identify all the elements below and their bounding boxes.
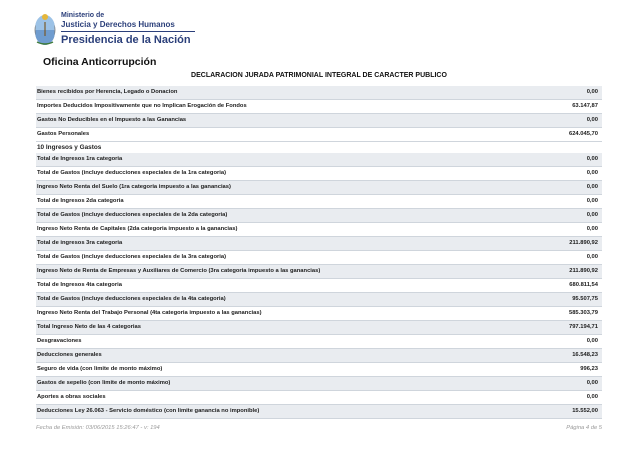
- table-row: [36, 128, 602, 142]
- table-row: [36, 363, 602, 377]
- table-row: [36, 321, 602, 335]
- table-row: [36, 251, 602, 265]
- row-label: Deducciones generales: [37, 352, 102, 358]
- row-label: Ingreso Neto Renta de Capitales (2da categoria impuesto a la ganancias): [37, 226, 238, 232]
- table-row: [36, 335, 602, 349]
- table-row: [36, 167, 602, 181]
- table-row: [36, 153, 602, 167]
- row-label: Aportes a obras sociales: [37, 394, 106, 400]
- row-label: Importes Deducidos Impositivamente que no Implican Erogación de Fondos: [37, 103, 247, 109]
- row-value: 0,00: [586, 380, 598, 386]
- table-row: [36, 265, 602, 279]
- table-row: [36, 391, 602, 405]
- row-value: 211.890,92: [569, 240, 598, 246]
- table-row: [36, 237, 602, 251]
- table-row: [36, 100, 602, 114]
- row-value: 16.548,23: [572, 352, 598, 358]
- ministry-line-1: Ministerio de: [61, 12, 105, 19]
- row-value: 0,00: [586, 184, 598, 190]
- table-row: [36, 377, 602, 391]
- argentina-coat-of-arms-icon: [33, 12, 57, 46]
- row-label: Total Ingreso Neto de las 4 categorias: [37, 324, 141, 330]
- office-name: Oficina Anticorrupción: [43, 56, 157, 68]
- table-row: [36, 223, 602, 237]
- row-label: Total de Gastos (incluye deducciones especiales de la 2da categoria): [37, 212, 228, 218]
- row-value: 0,00: [586, 170, 598, 176]
- row-value: 996,23: [580, 366, 598, 372]
- row-value: 211.890,92: [569, 268, 598, 274]
- row-value: 0,00: [586, 198, 598, 204]
- row-value: 0,00: [586, 117, 598, 123]
- row-value: 0,00: [586, 226, 598, 232]
- row-label: Total de Ingresos 1ra categoria: [37, 156, 123, 162]
- row-value: 797.194,71: [568, 324, 598, 330]
- row-value: 680.811,54: [569, 282, 598, 288]
- table-row: [36, 349, 602, 363]
- row-value: 0,00: [586, 212, 598, 218]
- table-row: [36, 181, 602, 195]
- row-label: Ingreso Neto de Renta de Empresas y Auxiliares de Comercio (3ra categoria impuesto a las ganancias): [37, 268, 321, 274]
- summary-table: [36, 86, 602, 142]
- row-label: Seguro de vida (con limite de monto máximo): [37, 366, 163, 372]
- table-row: [36, 307, 602, 321]
- row-label: Total de Ingresos 2da categoria: [37, 198, 124, 204]
- ministry-line-3: Presidencia de la Nación: [61, 34, 191, 46]
- row-label: Total de ingresos 3ra categoria: [37, 240, 123, 246]
- row-value: 95.507,75: [572, 296, 598, 302]
- row-label: Gastos de sepelio (con limite de monto máximo): [37, 380, 171, 386]
- ministry-line-2: Justicia y Derechos Humanos: [61, 20, 175, 29]
- row-label: Total de Gastos (incluye deducciones especiales de la 4ta categoria): [37, 296, 226, 302]
- emission-date: Fecha de Emisión: 03/06/2015 15:26:47 - v: 194: [36, 425, 160, 431]
- row-label: Ingreso Neto Renta del Trabajo Personal (4ta categoria impuesto a las ganancias): [37, 310, 262, 316]
- row-value: 15.552,00: [572, 408, 598, 414]
- table-row: [36, 405, 602, 419]
- row-label: Total de Gastos (incluye deducciones especiales de la 3ra categoria): [37, 254, 227, 260]
- row-label: Total de Ingresos 4ta categoria: [37, 282, 122, 288]
- row-value: 0,00: [586, 338, 598, 344]
- document-title: DECLARACION JURADA PATRIMONIAL INTEGRAL DE CARACTER PUBLICO: [191, 72, 447, 79]
- row-label: Gastos Personales: [37, 131, 90, 137]
- row-value: 0,00: [586, 394, 598, 400]
- section-title: 10 Ingresos y Gastos: [37, 144, 102, 151]
- row-value: 63.147,87: [572, 103, 598, 109]
- table-row: [36, 209, 602, 223]
- ministry-header: [33, 10, 233, 62]
- table-row: [36, 86, 602, 100]
- ministry-divider: [61, 31, 195, 32]
- page-number: Página 4 de 5: [566, 425, 602, 431]
- row-label: Gastos No Deducibles en el Impuesto a las Ganancias: [37, 117, 187, 123]
- row-label: Deducciones Ley 26.063 - Servicio doméstico (con limite ganancia no imponible): [37, 408, 260, 414]
- row-value: 585.303,79: [568, 310, 598, 316]
- income-expenses-table: [36, 153, 602, 419]
- row-value: 0,00: [586, 254, 598, 260]
- row-value: 0,00: [586, 89, 598, 95]
- table-row: [36, 293, 602, 307]
- row-value: 0,00: [586, 156, 598, 162]
- row-label: Total de Gastos (incluye deducciones especiales de la 1ra categoria): [37, 170, 227, 176]
- row-label: Ingreso Neto Renta del Suelo (1ra categoria impuesto a las ganancias): [37, 184, 231, 190]
- row-label: Bienes recibidos por Herencia, Legado o Donacion: [37, 89, 178, 95]
- table-row: [36, 114, 602, 128]
- table-row: [36, 279, 602, 293]
- row-label: Desgravaciones: [37, 338, 82, 344]
- table-row: [36, 195, 602, 209]
- row-value: 624.045,70: [568, 131, 598, 137]
